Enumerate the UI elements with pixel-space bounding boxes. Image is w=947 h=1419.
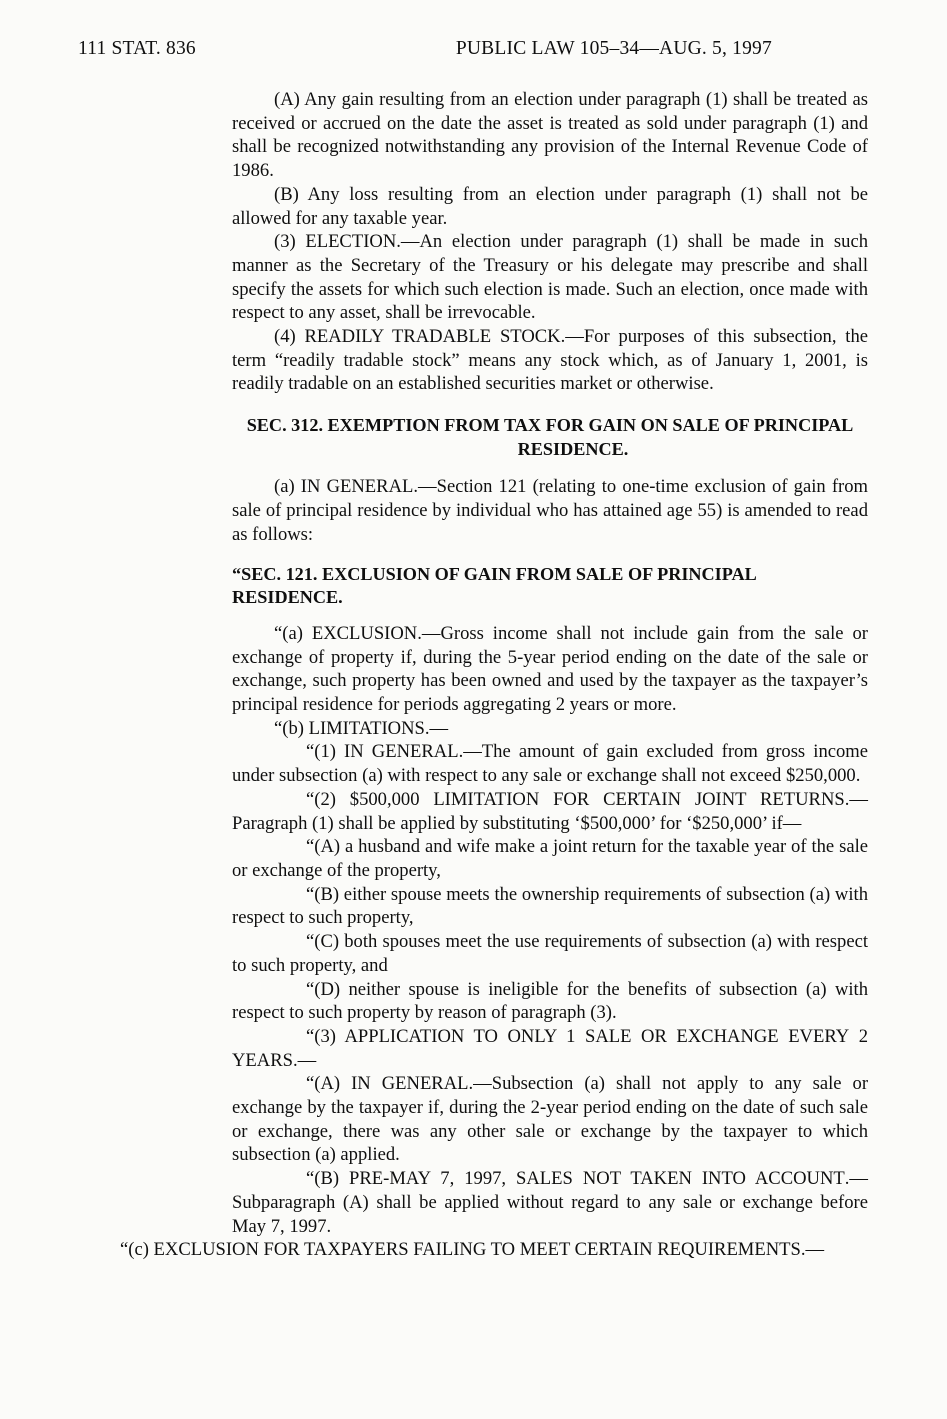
subsection-b-limitations (232, 717, 868, 741)
b3-b-heading: RE-MAY 7, 1997, SALES NOT TAKEN INTO ACCOUNT (359, 1168, 845, 1190)
b3-subparagraph-a (232, 1072, 868, 1167)
b2-subparagraph-a: “(A) a husband and wife make a joint return for the taxable year of the sale or exchange of the property, (232, 836, 868, 881)
b1-label: “(1) I (306, 741, 351, 763)
section-312-a-heading: N GENERAL (307, 476, 414, 498)
subsection-a-heading: XCLUSION (323, 622, 418, 644)
b1-heading: N GENERAL (350, 741, 459, 763)
b2-text: .—Paragraph (1) shall be applied by substituting ‘$500,000’ for ‘$250,000’ if— (232, 788, 868, 834)
main-text-column (120, 88, 869, 1262)
b3-b-label: “(B) P (306, 1168, 360, 1190)
b1-text: .—The amount of gain excluded from gross income under subsection (a) with respect to any sale or exchange shall not exceed $250,000. (232, 741, 869, 787)
b3-subparagraph-b (232, 1167, 868, 1238)
subsection-c-label: “(c) E (120, 1239, 165, 1261)
section-312-subsection-a (232, 475, 868, 546)
section-312-heading (232, 414, 868, 461)
paragraph-4-label: (4) R (274, 326, 317, 348)
b2-subparagraph-c: “(C) both spouses meet the use requirements of subsection (a) with respect to such property, and (232, 931, 868, 976)
subsection-b-paragraph-1 (232, 740, 868, 787)
b2-subparagraph-b: “(B) either spouse meets the ownership requirements of subsection (a) with respect to such property, (232, 883, 868, 929)
section-312-a-text: .—Section 121 (relating to one-time exclusion of gain from sale of principal residence by individual who has attained age 55) is amended to read as follows: (232, 476, 868, 545)
subsection-a-label: “(a) E (274, 622, 324, 644)
subsection-c-heading: XCLUSION FOR TAXPAYERS FAILING TO MEET CERTAIN (164, 1239, 653, 1261)
section-312-heading-line1: SEC. 312. EXEMPTION FROM TAX FOR GAIN ON SALE OF PRINCIPAL (246, 415, 854, 436)
b2-subparagraph-d: “(D) neither spouse is ineligible for the benefits of subsection (a) with respect to such property by reason of paragraph (3). (232, 978, 868, 1024)
b3-label: “(3) A (306, 1025, 358, 1047)
paragraph-b: (B) Any loss resulting from an election under paragraph (1) shall not be allowed for any taxable year. (232, 183, 868, 229)
paragraph-3-text: .—An election under paragraph (1) shall be made in such manner as the Secretary of the Treasury or his delegate may prescribe and shall specify the assets for which such election is made. Such an election, once made with respect to any asset, shall be irrevocable. (232, 231, 868, 324)
section-312-a-label: (a) I (274, 476, 307, 498)
paragraph-3-election (232, 230, 868, 325)
subsection-b-label: “(b) L (274, 717, 320, 739)
b3-a-heading: N GENERAL (357, 1073, 469, 1095)
subsection-a-exclusion (232, 622, 868, 717)
b3-a-label: “(A) I (306, 1073, 358, 1095)
subsection-c-heading-cont: REQUIREMENTS (657, 1239, 801, 1261)
b3-a-text: .—Subsection (a) shall not apply to any sale or exchange by the taxpayer if, during the 2-year period ending on the date of such sale or exchange, there was any other sale or exchange by the taxpayer to which subsection (a) applied. (232, 1073, 869, 1166)
paragraph-a: (A) Any gain resulting from an election under paragraph (1) shall be treated as received or accrued on the date the asset is treated as sold under paragraph (1) and shall be recognized notwithstanding any provision of the Internal Revenue Code of 1986. (232, 89, 868, 182)
subsection-c-text: .— (800, 1239, 825, 1261)
page-header (78, 38, 868, 60)
b3-b-text: .—Subparagraph (A) shall be applied without regard to any sale or exchange before May 7, 1997. (232, 1168, 869, 1237)
subsection-b-paragraph-2 (232, 788, 868, 835)
subsection-a-text: .—Gross income shall not include gain from the sale or exchange of property if, during the 5-year period ending on the date of the sale or exchange, such property has been owned and used by the taxpayer as the taxpayer’s principal residence for periods aggregating 2 years or more. (232, 622, 868, 716)
public-law-citation: PUBLIC LAW 105–34—AUG. 5, 1997 (455, 38, 772, 59)
quoted-section-121-heading: “SEC. 121. EXCLUSION OF GAIN FROM SALE OF PRINCIPAL RESIDENCE. (232, 563, 756, 607)
paragraph-4-heading: EADILY TRADABLE STOCK (316, 326, 561, 348)
paragraph-3-label: (3) E (274, 231, 317, 253)
subsection-c-exclusion (78, 1238, 868, 1262)
b3-heading-cont: 2 YEARS (232, 1025, 869, 1071)
paragraph-4-text: .—For purposes of this subsection, the term “readily tradable stock” means any stock which, as of January 1, 2001, is readily tradable on an established securities market or otherwise. (232, 326, 868, 395)
subsection-b-text: .— (424, 717, 449, 739)
b2-heading: LIMITATION FOR CERTAIN JOINT RETURNS (433, 788, 845, 810)
subsection-b-paragraph-3 (232, 1025, 868, 1072)
b3-heading: PPLICATION TO ONLY 1 SALE OR EXCHANGE EVERY (357, 1025, 850, 1047)
section-312-heading-line2: RESIDENCE. (517, 438, 629, 459)
b2-label: “(2) $500,000 (306, 788, 434, 810)
paragraph-3-heading: LECTION (316, 231, 397, 253)
b3-text: .— (292, 1049, 317, 1071)
statute-citation: 111 STAT. 836 (78, 38, 196, 59)
paragraph-4-readily-tradable-stock (232, 325, 868, 396)
subsection-b-heading: IMITATIONS (319, 717, 425, 739)
